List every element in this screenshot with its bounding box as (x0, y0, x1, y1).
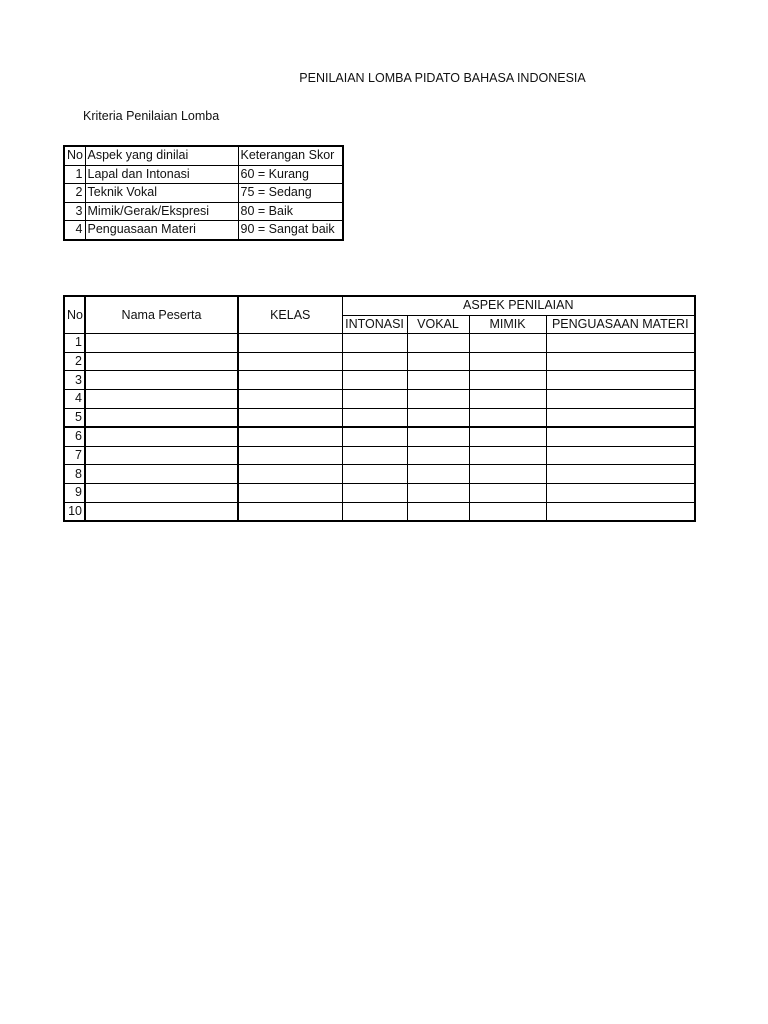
criteria-heading: Kriteria Penilaian Lomba (83, 109, 220, 123)
criteria-skor: 60 = Kurang (238, 165, 343, 184)
kelas-cell[interactable] (238, 446, 342, 465)
penguasaan-cell[interactable] (546, 502, 695, 521)
row-number: 5 (64, 408, 85, 427)
criteria-header-row (64, 146, 343, 165)
intonasi-cell[interactable] (342, 408, 407, 427)
penguasaan-cell[interactable] (546, 371, 695, 390)
table-row (64, 408, 695, 427)
penguasaan-cell[interactable] (546, 427, 695, 446)
mimik-cell[interactable] (469, 334, 546, 353)
mimik-cell[interactable] (469, 427, 546, 446)
kelas-cell[interactable] (238, 427, 342, 446)
header-nama-peserta: Nama Peserta (85, 296, 238, 334)
kelas-cell[interactable] (238, 334, 342, 353)
penguasaan-cell[interactable] (546, 389, 695, 408)
kelas-cell[interactable] (238, 352, 342, 371)
kelas-cell[interactable] (238, 371, 342, 390)
intonasi-cell[interactable] (342, 427, 407, 446)
criteria-no: 4 (64, 221, 85, 240)
kelas-cell[interactable] (238, 502, 342, 521)
table-row (64, 446, 695, 465)
mimik-cell[interactable] (469, 483, 546, 502)
criteria-skor: 90 = Sangat baik (238, 221, 343, 240)
intonasi-cell[interactable] (342, 465, 407, 484)
page-title: PENILAIAN LOMBA PIDATO BAHASA INDONESIA (299, 71, 586, 85)
nama-cell[interactable] (85, 352, 238, 371)
vokal-cell[interactable] (407, 389, 469, 408)
vokal-cell[interactable] (407, 427, 469, 446)
kelas-cell[interactable] (238, 465, 342, 484)
header-penguasaan-materi: PENGUASAAN MATERI (546, 315, 695, 334)
table-row (64, 502, 695, 521)
kelas-cell[interactable] (238, 483, 342, 502)
criteria-no: 3 (64, 202, 85, 221)
criteria-header-skor: Keterangan Skor (238, 146, 343, 165)
vokal-cell[interactable] (407, 371, 469, 390)
row-number: 2 (64, 352, 85, 371)
intonasi-cell[interactable] (342, 483, 407, 502)
row-number: 10 (64, 502, 85, 521)
table-row (64, 371, 695, 390)
nama-cell[interactable] (85, 371, 238, 390)
row-number: 3 (64, 371, 85, 390)
criteria-table (63, 145, 344, 241)
intonasi-cell[interactable] (342, 389, 407, 408)
row-number: 7 (64, 446, 85, 465)
nama-cell[interactable] (85, 389, 238, 408)
criteria-header-aspek: Aspek yang dinilai (85, 146, 238, 165)
row-number: 4 (64, 389, 85, 408)
criteria-aspek: Penguasaan Materi (85, 221, 238, 240)
mimik-cell[interactable] (469, 408, 546, 427)
row-number: 9 (64, 483, 85, 502)
row-number: 6 (64, 427, 85, 446)
header-intonasi: INTONASI (342, 315, 407, 334)
vokal-cell[interactable] (407, 465, 469, 484)
intonasi-cell[interactable] (342, 352, 407, 371)
row-number: 1 (64, 334, 85, 353)
nama-cell[interactable] (85, 502, 238, 521)
table-row (64, 427, 695, 446)
criteria-aspek: Teknik Vokal (85, 184, 238, 203)
scoring-table (63, 295, 696, 522)
penguasaan-cell[interactable] (546, 465, 695, 484)
intonasi-cell[interactable] (342, 502, 407, 521)
table-row (64, 483, 695, 502)
criteria-skor: 80 = Baik (238, 202, 343, 221)
kelas-cell[interactable] (238, 389, 342, 408)
mimik-cell[interactable] (469, 465, 546, 484)
row-number: 8 (64, 465, 85, 484)
header-vokal: VOKAL (407, 315, 469, 334)
criteria-no: 1 (64, 165, 85, 184)
intonasi-cell[interactable] (342, 371, 407, 390)
criteria-no: 2 (64, 184, 85, 203)
intonasi-cell[interactable] (342, 334, 407, 353)
nama-cell[interactable] (85, 465, 238, 484)
criteria-row (64, 221, 343, 240)
vokal-cell[interactable] (407, 408, 469, 427)
vokal-cell[interactable] (407, 446, 469, 465)
header-mimik: MIMIK (469, 315, 546, 334)
criteria-header-no: No (64, 146, 85, 165)
table-row (64, 334, 695, 353)
header-no: No (64, 296, 85, 334)
vokal-cell[interactable] (407, 352, 469, 371)
penguasaan-cell[interactable] (546, 483, 695, 502)
mimik-cell[interactable] (469, 352, 546, 371)
header-aspek-penilaian: ASPEK PENILAIAN (342, 296, 695, 315)
nama-cell[interactable] (85, 483, 238, 502)
criteria-row (64, 184, 343, 203)
criteria-row (64, 165, 343, 184)
criteria-skor: 75 = Sedang (238, 184, 343, 203)
nama-cell[interactable] (85, 408, 238, 427)
table-row (64, 465, 695, 484)
criteria-row (64, 202, 343, 221)
nama-cell[interactable] (85, 446, 238, 465)
nama-cell[interactable] (85, 334, 238, 353)
table-row (64, 389, 695, 408)
vokal-cell[interactable] (407, 502, 469, 521)
header-kelas: KELAS (238, 296, 342, 334)
penguasaan-cell[interactable] (546, 446, 695, 465)
penguasaan-cell[interactable] (546, 334, 695, 353)
vokal-cell[interactable] (407, 483, 469, 502)
kelas-cell[interactable] (238, 408, 342, 427)
intonasi-cell[interactable] (342, 446, 407, 465)
scoring-header-row (64, 296, 695, 315)
mimik-cell[interactable] (469, 502, 546, 521)
mimik-cell[interactable] (469, 371, 546, 390)
nama-cell[interactable] (85, 427, 238, 446)
criteria-aspek: Lapal dan Intonasi (85, 165, 238, 184)
penguasaan-cell[interactable] (546, 352, 695, 371)
mimik-cell[interactable] (469, 446, 546, 465)
penguasaan-cell[interactable] (546, 408, 695, 427)
table-row (64, 352, 695, 371)
vokal-cell[interactable] (407, 334, 469, 353)
criteria-aspek: Mimik/Gerak/Ekspresi (85, 202, 238, 221)
mimik-cell[interactable] (469, 389, 546, 408)
